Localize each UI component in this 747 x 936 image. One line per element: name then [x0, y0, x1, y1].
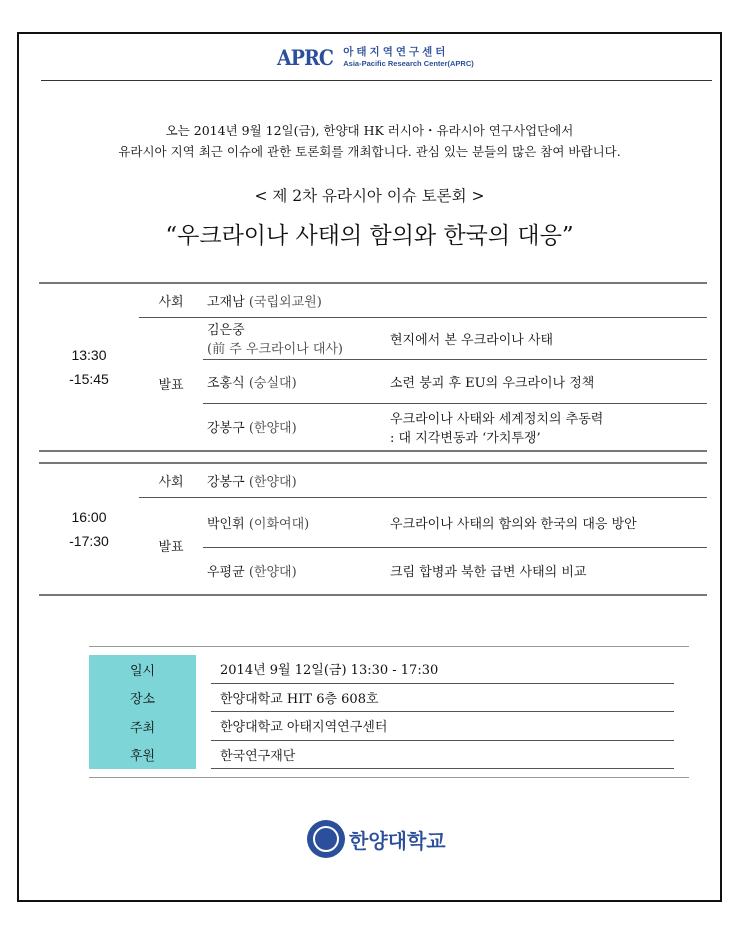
- intro-line-1: 오는 2014년 9월 12일(금), 한양대 HK 러시아・유라시아 연구사업단에서: [165, 123, 574, 138]
- presenter-role: 발표: [139, 497, 203, 595]
- logo-english-name: Asia-Pacific Research Center(APRC): [343, 58, 474, 68]
- moderator: 강봉구 (한양대): [203, 463, 707, 497]
- university-logo: [307, 820, 446, 858]
- event-info: [89, 646, 689, 778]
- presenter-role: 발표: [139, 317, 203, 451]
- topic-1: 우크라이나 사태의 함의와 한국의 대응 방안: [390, 497, 707, 547]
- info-row-place: 장소 한양대학교 HIT 6층 608호: [89, 684, 689, 713]
- event-title: “우크라이나 사태의 함의와 한국의 대응”: [165, 223, 574, 249]
- logo-korean-name: 아태지역연구센터: [343, 46, 449, 58]
- info-row-date: 일시 2014년 9월 12일(금) 13:30 - 17:30: [89, 655, 689, 684]
- moderator-role: 사회: [139, 463, 203, 497]
- topic-2: 소련 붕괴 후 EU의 우크라이나 정책: [390, 359, 707, 403]
- university-seal-icon: [307, 820, 345, 858]
- topic-1: 현지에서 본 우크라이나 사태: [390, 317, 707, 359]
- poster-frame: [17, 32, 722, 902]
- logo-mark: APRC: [277, 44, 334, 70]
- session-1-time: 13:30 -15:45: [39, 283, 139, 451]
- session-2-table: [39, 462, 707, 596]
- info-row-sponsor: 후원 한국연구재단: [89, 741, 689, 770]
- session-2-time: 16:00 -17:30: [39, 463, 139, 595]
- session-1-table: [39, 282, 707, 452]
- intro-text: [19, 120, 720, 162]
- presenter-2: 조홍식 (숭실대): [203, 359, 390, 403]
- presenter-1: 박인휘 (이화여대): [203, 497, 390, 547]
- topic-3: 우크라이나 사태와 세계정치의 추동력 : 대 지각변동과 ‘가치투쟁’: [390, 403, 707, 451]
- moderator-role: 사회: [139, 283, 203, 317]
- intro-line-2: 유라시아 지역 최근 이슈에 관한 토론회를 개최합니다. 관심 있는 분들의 많은 참여 바랍니다.: [118, 144, 621, 159]
- presenter-2: 우평균 (한양대): [203, 547, 390, 595]
- event-subtitle: < 제 2차 유라시아 이슈 토론회 >: [254, 187, 485, 205]
- topic-2: 크림 합병과 북한 급변 사태의 비교: [390, 547, 707, 595]
- info-row-host: 주최 한양대학교 아태지역연구센터: [89, 712, 689, 741]
- presenter-1: 김은중 (前 주 우크라이나 대사): [203, 317, 390, 359]
- university-name: 한양대학교: [349, 828, 446, 853]
- presenter-3: 강봉구 (한양대): [203, 403, 390, 451]
- header-divider: [41, 80, 712, 81]
- header: [19, 34, 720, 80]
- aprc-logo: [277, 42, 474, 72]
- moderator: 고재남 (국립외교원): [203, 283, 707, 317]
